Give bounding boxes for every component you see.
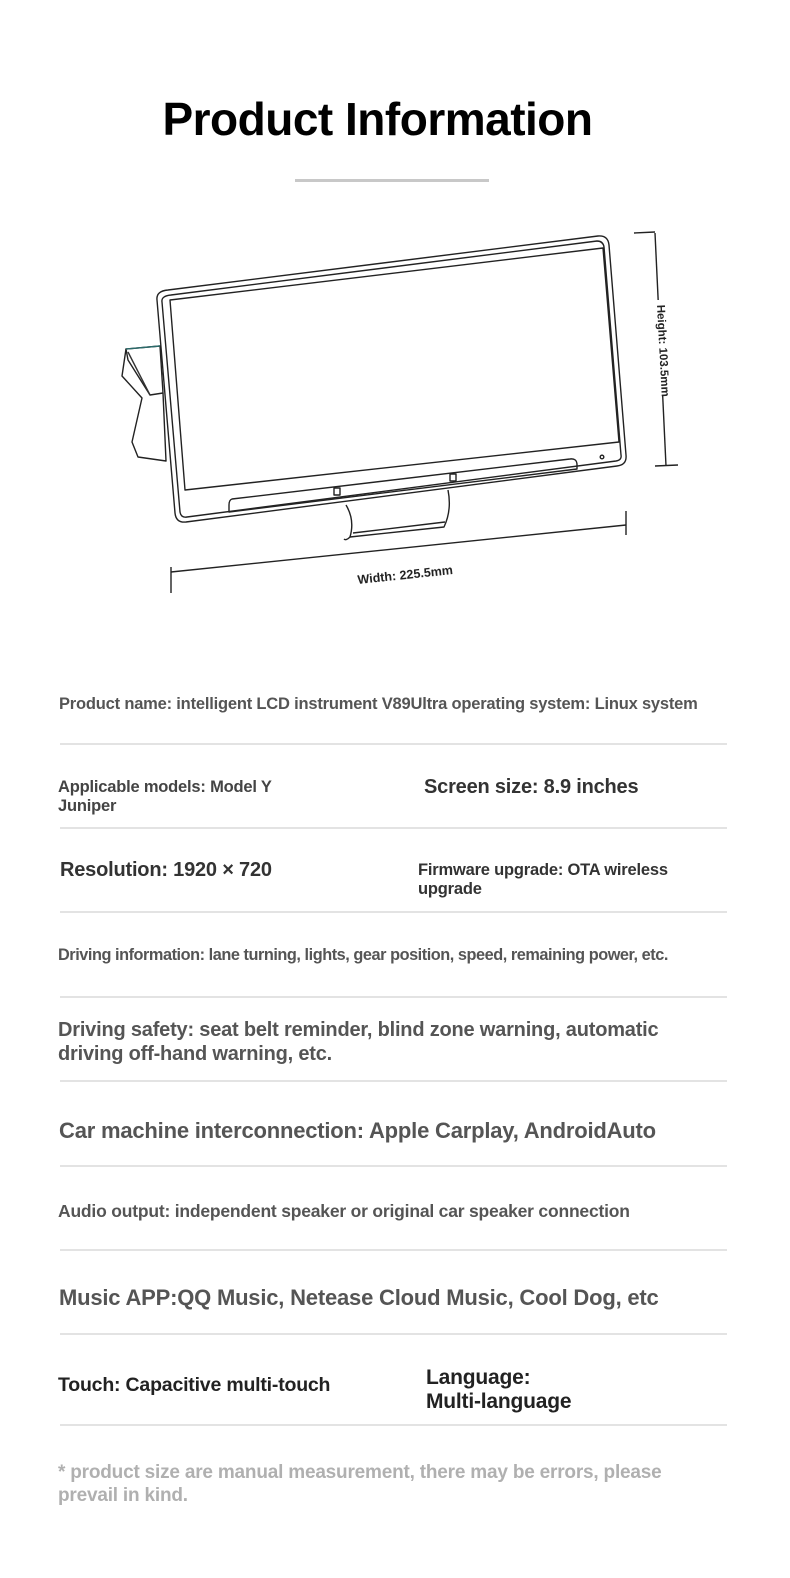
spec-firmware-upgrade: Firmware upgrade: OTA wireless upgrade	[418, 861, 668, 898]
divider	[60, 1165, 727, 1167]
divider	[60, 1080, 727, 1082]
spec-driving-safety: Driving safety: seat belt reminder, blind zone warning, automatic driving off-hand warning, etc.	[58, 1019, 659, 1065]
divider	[60, 1333, 727, 1335]
page-title: Product Information	[162, 93, 593, 145]
divider	[60, 743, 727, 745]
title-underline	[295, 179, 489, 182]
spec-language-label: Language:	[426, 1366, 531, 1389]
spec-language	[426, 1366, 686, 1414]
spec-product-name: Product name: intelligent LCD instrument V89Ultra operating system: Linux system	[59, 695, 698, 713]
spec-car-machine-interconnection: Car machine interconnection: Apple Carplay, AndroidAuto	[59, 1118, 656, 1143]
mount-clip-illustration	[122, 346, 166, 461]
spec-screen-size: Screen size: 8.9 inches	[424, 776, 639, 798]
divider	[60, 1249, 727, 1251]
spec-applicable-models: Applicable models: Model Y Juniper	[58, 778, 272, 815]
footnote: * product size are manual measurement, there may be errors, please prevail in kind.	[58, 1462, 662, 1506]
spec-music-app: Music APP:QQ Music, Netease Cloud Music, Cool Dog, etc	[59, 1285, 659, 1310]
height-dimension-label: Height: 103.5mm	[654, 304, 671, 398]
spec-audio-output: Audio output: independent speaker or original car speaker connection	[58, 1201, 630, 1221]
divider	[60, 827, 727, 829]
width-dimension-label: Width: 225.5mm	[356, 563, 454, 587]
spec-resolution: Resolution: 1920 × 720	[60, 859, 272, 881]
divider	[60, 1424, 727, 1426]
divider	[60, 911, 727, 913]
spec-language-value: Multi-language	[426, 1390, 572, 1414]
spec-driving-information: Driving information: lane turning, lights, gear position, speed, remaining power, etc.	[58, 946, 668, 964]
spec-touch: Touch: Capacitive multi-touch	[58, 1374, 331, 1396]
divider	[60, 996, 727, 998]
product-dimension-drawing	[0, 220, 790, 620]
